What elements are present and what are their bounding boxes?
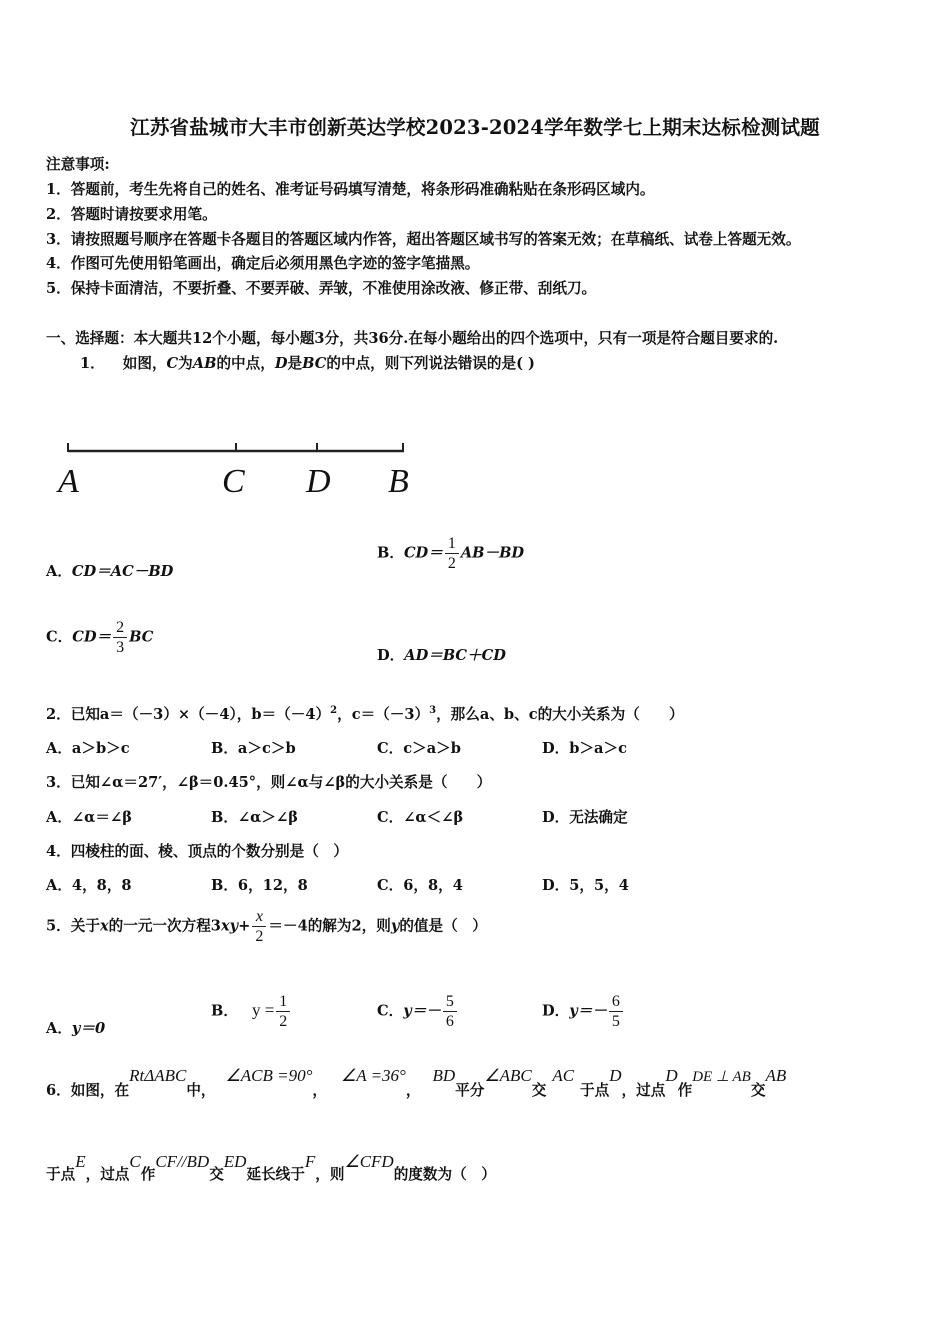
page-title: 江苏省盐城市大丰市创新英达学校2023-2024学年数学七上期末达标检测试题 [130,116,820,139]
point-a-label: A [58,463,79,500]
notice-item-2: 2．答题时请按要求用笔。 [46,206,217,223]
fraction: $\frac{6}{5}$ [609,992,623,1031]
q4-option-c[interactable]: C．6，8，4 [377,877,463,894]
question-1-stem: 1． 如图，C为AB的中点，D是BC的中点，则下列说法错误的是( ) [80,355,535,372]
q1-option-d[interactable]: D．AD＝BC＋CD [377,647,506,664]
q4-option-b[interactable]: B．6，12，8 [211,877,308,894]
q4-option-d[interactable]: D．5，5，4 [542,877,629,894]
notice-heading: 注意事项: [46,156,110,173]
question-5-stem: 5．关于x的一元一次方程3xy+ $\frac{x}{2}$ ＝－4的解为2，则y的值是（ ） [46,908,487,945]
notice-item-3: 3．请按照题号顺序在答题卡各题目的答题区域内作答，超出答题区域书写的答案无效；在草稿纸、试卷上答题无效。 [46,231,801,248]
q3-option-b[interactable]: B．∠α＞∠β [211,809,298,826]
q3-option-c[interactable]: C．∠α＜∠β [377,809,464,826]
fraction: $\frac{1}{2}$ [276,992,290,1031]
fraction: $\frac{1}{2}$ [445,534,459,573]
q1-option-a[interactable]: A．CD＝AC－BD [46,563,174,580]
q5-option-a[interactable]: A．y＝0 [46,1020,106,1037]
fraction: $\frac{x}{2}$ [252,907,266,946]
q5-option-b[interactable]: B． y = $\frac{1}{2}$ [211,992,292,1031]
fraction: $\frac{2}{3}$ [113,618,127,657]
notice-item-4: 4．作图可先使用铅笔画出，确定后必须用黑色字迹的签字笔描黑。 [46,255,480,272]
question-2-stem: 2．已知a＝（－3）×（－4），$b=(-4)^2$，$c=(-3)^3$，那么a、b、c的大小关系为（ ） [46,705,684,723]
question-6-stem-line-1: 6．如图，在RtΔABC中，∠ACB =90°，∠A =36°，BD平分∠ABC交AC于点D，过点D作DE ⊥ AB交AB [46,1066,787,1099]
question-3-stem: 3．已知∠α＝27′，∠β＝0.45°，则∠α与∠β的大小关系是（ ） [46,774,492,791]
question-6-stem-line-2: 于点E，过点C作CF//BD交ED延长线于F，则∠CFD的度数为（ ） [46,1152,496,1183]
notice-item-1: 1．答题前，考生先将自己的姓名、准考证号码填写清楚，将条形码准确粘贴在条形码区域内。 [46,181,655,198]
fraction: $\frac{5}{6}$ [443,992,457,1031]
section-heading: 一、选择题：本大题共12个小题，每小题3分，共36分.在每小题给出的四个选项中，只有一项是符合题目要求的. [46,330,779,347]
q2-option-c[interactable]: C．c＞a＞b [377,740,461,757]
q5-option-c[interactable]: C．y＝－ $\frac{5}{6}$ [377,992,459,1031]
q2-option-d[interactable]: D．b＞a＞c [542,740,627,757]
point-c-label: C [222,463,245,500]
q2-option-a[interactable]: A．a＞b＞c [46,740,130,757]
point-d-label: D [306,463,331,500]
point-b-label: B [388,463,409,500]
q1-option-b[interactable]: B．CD＝ $\frac{1}{2}$ AB－BD [377,535,525,572]
q1-number: 1． [80,355,105,372]
q3-option-a[interactable]: A．∠α＝∠β [46,809,132,826]
q3-option-d[interactable]: D．无法确定 [542,809,628,826]
q2-option-b[interactable]: B．a＞c＞b [211,740,296,757]
q4-option-a[interactable]: A．4，8，8 [46,877,132,894]
q1-option-c[interactable]: C．CD＝ $\frac{2}{3}$ BC [46,619,154,656]
question-4-stem: 4．四棱柱的面、棱、顶点的个数分别是（ ） [46,843,349,860]
q5-option-d[interactable]: D．y＝－ $\frac{6}{5}$ [542,992,625,1031]
notice-item-5: 5．保持卡面清洁，不要折叠、不要弄破、弄皱，不准使用涂改液、修正带、刮纸刀。 [46,280,597,297]
